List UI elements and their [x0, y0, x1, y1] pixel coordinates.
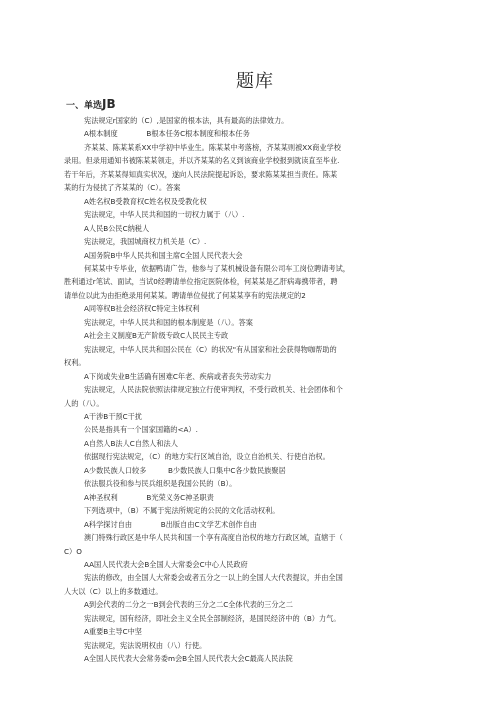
question-text: 依法服兵役和参与民兵组织是我国公民的（B）。	[84, 479, 237, 489]
question-text: 澳门特殊行政区是中华人民共和国一个享有高度自治权的地方行政区域，直辖于（	[84, 533, 343, 543]
answer-options: A姓名权B受教育权C姓名权及受教化权	[84, 196, 207, 206]
answer-options: A下岗或失业B生活确有困难C年老、疾病或者丧失劳动实力	[84, 371, 272, 381]
question-text-continued: 若干年后，齐某某得知真实状况，遂向人民法院提起诉讼，要求陈某某担当责任。陈某	[64, 169, 338, 179]
question-text-continued: C）O	[64, 546, 82, 556]
question-text: 依据现行宪法规定，（C）的地方实行区域自治，设立自治机关、行使自治权。	[84, 452, 330, 462]
answer-options: A干涉B干预C干扰	[84, 411, 142, 421]
question-text: 公民是指具有一个国家国籍的<A）.	[84, 425, 198, 435]
question-text: 宪法规定，中华人民共和国公民在（C）的状况"有从国家和社会获得物咖帮助的	[84, 344, 337, 354]
section-heading	[64, 97, 446, 113]
question-text: 宪法规定，中华人民共和国的根本制度是（八）。答案	[84, 317, 253, 327]
answer-options: A国务院B中华人民共和国主席C全国人民代表大会	[84, 250, 243, 260]
question-text-continued: 人大以（C）以上的多数通过。	[64, 586, 163, 596]
question-text: 下列选项中，（B）不属于宪法所规定的公民的文化活动权利。	[84, 506, 280, 516]
answer-options: A少数民族人口较多 B少数民族人口集中C各少数民族聚居	[84, 465, 286, 475]
question-text: 宪法规定，国有经济，即社会主义全民全部制经济，是国民经济中的（B）力气。	[84, 613, 341, 623]
section-heading-suffix: JB	[102, 97, 116, 111]
question-text-continued: 某的行为侵扰了齐某某的（C）。答案	[64, 183, 181, 193]
answer-options: A自然人B法人C自然人和法人	[84, 438, 178, 448]
answer-options: AA国人民代表大会B全国人大常委会C中心人民政府	[84, 559, 248, 569]
question-text: 宪法的修改，由全国人大常委会或者五分之一以上的全国人大代表提议，并由全国	[84, 573, 343, 583]
answer-options: A人民B公民C纳税人	[84, 223, 150, 233]
question-text: 齐某某、陈某某系XX中学初中毕业生。陈某某中考落榜，齐某某则被XX商业学校	[84, 142, 341, 152]
question-text: 宪法规定，宪法说明权由（八）行使。	[84, 640, 207, 650]
question-text: 宪法规定，人民法院依照法律规定独立行使审判权，不受行政机关、社会团体和个	[84, 385, 343, 395]
answer-options: A到会代表的二分之一B到会代表的三分之二C全体代表的三分之二	[84, 600, 293, 610]
answer-options: A同等权B社会经济权C特定主体权利	[84, 304, 200, 314]
answer-options: A全国人民代表大会常务委m会B全国人民代表大会C最高人民法院	[84, 654, 293, 664]
question-text-continued: 人的（八）。	[64, 398, 104, 408]
question-text: 宪法规定，我国城商权力机关是（C）.	[84, 237, 207, 247]
section-heading-prefix: 一、单选	[66, 101, 103, 111]
question-text-continued: 胜利通过r笔试、面试，当试0经聘请单位指定医院体检，何某某是乙肝病毒携带者，聘	[64, 277, 338, 287]
question-text-continued: 请单位以此为由拒绝录用何某某。聘请单位侵扰了何某某享有的宪法规定的2	[64, 290, 306, 300]
question-text: 宪法规定r国家的（C）,是国家的根本法，具有最高的法律效力。	[84, 116, 289, 125]
page-title: 题库	[236, 71, 274, 92]
question-text: 宪法规定，中华人民共和国的一切权力属于（八）.	[84, 210, 245, 220]
question-text: 何某某中专毕业，依据鸭请广告，他参与了某机械设备有限公司车工岗位聘请考试，	[84, 263, 350, 273]
answer-options: A神圣权利 B光荣义务C神圣职责	[84, 492, 214, 502]
question-text-continued: 录用。但录用通知书被陈某某领走，并以齐某某的名义到该商业学校报到就读直至毕业.	[64, 156, 340, 166]
question-text-continued: 权利。	[64, 358, 86, 368]
answer-options: A根本制度 B根本任务C根本制度和根本任务	[84, 129, 250, 139]
question-list	[64, 114, 446, 666]
answer-options: A社会主义制度B无产阶级专政C人民民主专政	[84, 331, 229, 341]
answer-options: A重要B主导C中坚	[84, 627, 142, 637]
answer-options: A科学探讨自由 B出版自由C文学艺术创作自由	[84, 519, 257, 529]
